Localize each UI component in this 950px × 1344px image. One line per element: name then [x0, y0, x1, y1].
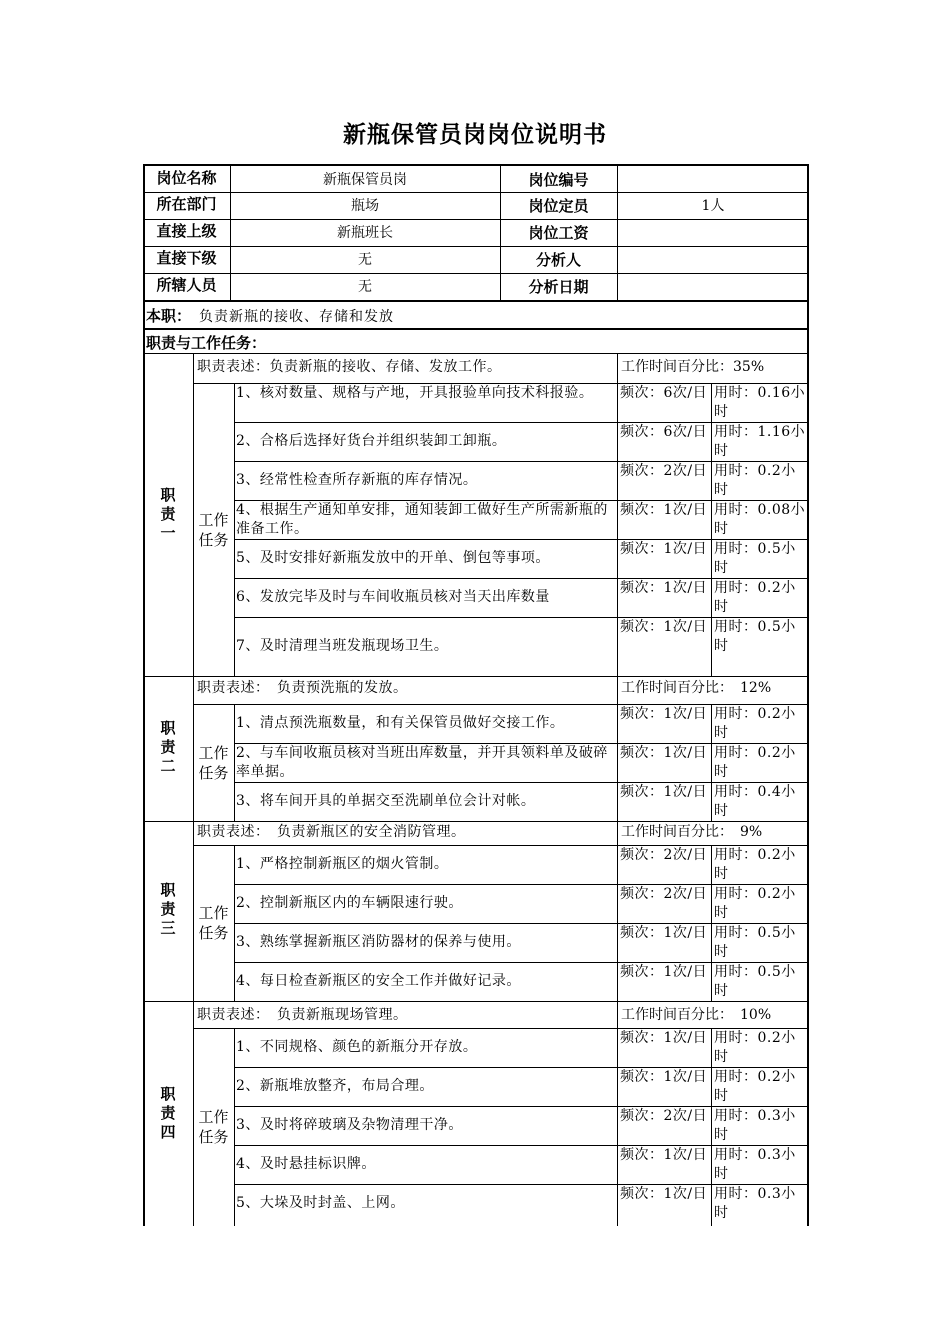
column-divider [617, 1001, 618, 1226]
field-label: 岗位工资 [528, 224, 589, 242]
task-item: 2、控制新瓶区内的车辆限速行驶。 [236, 894, 463, 911]
column-divider [234, 1028, 235, 1226]
task-label [193, 704, 234, 821]
row-divider [193, 1028, 234, 1029]
column-divider [617, 353, 618, 676]
field-value: 1人 [701, 198, 725, 214]
task-frequency: 频次：6次/日 [620, 424, 708, 440]
task-item: 2、与车间收瓶员核对当班出库数量，并开具领料单及破碎率单据。 [236, 745, 608, 780]
field-value [617, 224, 809, 246]
field-label: 岗位定员 [528, 197, 589, 215]
duty-time-percent: 工作时间百分比：35% [621, 359, 765, 375]
task-label-text: 工作任务 [198, 1108, 229, 1146]
task-item: 6、发放完毕及时与车间收瓶员核对当天出库数量 [236, 588, 550, 605]
task-duration: 用时：0.2小时 [714, 706, 796, 741]
task-duration: 用时：0.2小时 [714, 1069, 796, 1104]
task-frequency: 频次：1次/日 [620, 619, 708, 635]
task-frequency: 频次：1次/日 [620, 964, 708, 980]
task-item: 4、及时悬挂标识牌。 [236, 1155, 376, 1172]
task-duration: 用时：0.3小时 [714, 1147, 796, 1182]
column-divider [234, 704, 235, 821]
task-frequency: 频次：1次/日 [620, 580, 708, 596]
duty-description: 职责表述： 负责新瓶现场管理。 [197, 1007, 408, 1023]
duty-description: 职责表述： 负责新瓶区的安全消防管理。 [197, 824, 466, 840]
task-duration: 用时：0.2小时 [714, 745, 796, 780]
field-label: 岗位编号 [528, 171, 589, 189]
duty-summary [146, 307, 806, 327]
task-item: 3、及时将碎玻璃及杂物清理干净。 [236, 1116, 463, 1133]
task-duration: 用时：0.2小时 [714, 580, 796, 615]
duty-label [143, 674, 193, 821]
task-item: 7、及时清理当班发瓶现场卫生。 [236, 637, 449, 654]
field-value [617, 278, 809, 300]
task-item: 3、熟练掌握新瓶区消防器材的保养与使用。 [236, 933, 521, 950]
task-duration: 用时：0.3小时 [714, 1108, 796, 1143]
task-label [193, 1028, 234, 1226]
task-duration: 用时：0.2小时 [714, 847, 796, 882]
column-divider [193, 674, 194, 821]
task-label-text: 工作任务 [198, 743, 229, 782]
column-divider [711, 1028, 712, 1226]
task-duration: 用时：1.16小时 [714, 424, 806, 459]
field-value: 新瓶班长 [337, 225, 393, 241]
field-label: 岗位名称 [156, 169, 217, 187]
row-divider [143, 192, 809, 193]
column-divider [711, 383, 712, 676]
row-divider [143, 353, 809, 354]
duty-time-percent: 工作时间百分比： 10% [621, 1007, 772, 1023]
field-value: 新瓶保管员岗 [323, 172, 407, 188]
task-item: 2、新瓶堆放整齐，布局合理。 [236, 1077, 434, 1094]
task-duration: 用时：0.5小时 [714, 925, 796, 960]
task-item: 4、根据生产通知单安排，通知装卸工做好生产所需新瓶的准备工作。 [236, 502, 608, 537]
column-divider [230, 166, 231, 300]
summary-label: 本职： [146, 307, 192, 325]
task-duration: 用时：0.5小时 [714, 619, 796, 654]
field-value: 瓶场 [351, 198, 379, 214]
task-duration: 用时：0.4小时 [714, 784, 796, 819]
task-label-text: 工作任务 [198, 904, 229, 942]
field-value: 无 [358, 279, 372, 295]
field-label: 直接上级 [156, 222, 217, 240]
field-label: 分析日期 [528, 278, 589, 296]
duty-label-text: 职责三 [160, 881, 176, 937]
task-item: 1、清点预洗瓶数量，和有关保管员做好交接工作。 [236, 714, 565, 731]
task-frequency: 频次：1次/日 [620, 706, 708, 722]
task-duration: 用时：0.5小时 [714, 541, 796, 576]
task-item: 3、将车间开具的单据交至洗刷单位会计对帐。 [236, 792, 536, 809]
row-divider [143, 273, 809, 274]
row-divider [143, 246, 809, 247]
row-divider [143, 821, 809, 822]
field-value: 无 [358, 252, 372, 268]
duty-label [143, 818, 193, 1001]
task-item: 5、及时安排好新瓶发放中的开单、倒包等事项。 [236, 549, 550, 566]
field-label: 分析人 [535, 251, 581, 269]
task-duration: 用时：0.2小时 [714, 463, 796, 498]
task-duration: 用时：0.16小时 [714, 385, 806, 420]
task-item: 3、经常性检查所存新瓶的库存情况。 [236, 471, 478, 488]
field-value [617, 171, 809, 192]
field-label: 所辖人员 [156, 276, 217, 294]
duty-label-text: 职责二 [160, 719, 176, 775]
task-duration: 用时：0.2小时 [714, 1030, 796, 1065]
task-frequency: 频次：1次/日 [620, 1147, 708, 1163]
duty-time-percent: 工作时间百分比： 12% [621, 680, 772, 696]
duty-time-percent: 工作时间百分比： 9% [621, 824, 763, 840]
task-frequency: 频次：2次/日 [620, 886, 708, 902]
duty-description: 职责表述： 负责预洗瓶的发放。 [197, 680, 408, 696]
task-frequency: 频次：1次/日 [620, 1069, 708, 1085]
task-frequency: 频次：1次/日 [620, 925, 708, 941]
task-label [193, 845, 234, 1001]
row-divider [193, 704, 234, 705]
column-divider [711, 704, 712, 821]
column-divider [193, 353, 194, 676]
column-divider [500, 166, 501, 300]
column-divider [617, 674, 618, 821]
section-title: 职责与工作任务： [146, 334, 267, 352]
field-label: 所在部门 [156, 195, 217, 213]
task-frequency: 频次：1次/日 [620, 1186, 708, 1202]
task-item: 1、严格控制新瓶区的烟火管制。 [236, 855, 449, 872]
column-divider [234, 383, 235, 676]
row-divider [193, 845, 234, 846]
task-item: 1、不同规格、颜色的新瓶分开存放。 [236, 1038, 478, 1055]
task-item: 2、合格后选择好货台并组织装卸工卸瓶。 [236, 432, 507, 449]
task-label [193, 383, 234, 676]
summary-text: 负责新瓶的接收、存储和发放 [199, 309, 395, 325]
row-divider [143, 219, 809, 220]
duty-label-text: 职责一 [160, 486, 176, 542]
row-divider [143, 328, 809, 330]
duty-label-text: 职责四 [160, 1085, 176, 1141]
task-frequency: 频次：2次/日 [620, 1108, 708, 1124]
duty-label [143, 353, 193, 676]
row-divider [193, 383, 234, 384]
task-frequency: 频次：1次/日 [620, 784, 708, 800]
row-divider [143, 676, 809, 677]
duty-label [143, 1001, 193, 1226]
task-item: 5、大垛及时封盖、上网。 [236, 1194, 405, 1211]
row-divider [143, 300, 809, 302]
task-frequency: 频次：1次/日 [620, 1030, 708, 1046]
task-duration: 用时：0.3小时 [714, 1186, 796, 1221]
task-frequency: 频次：1次/日 [620, 745, 708, 761]
field-value [617, 251, 809, 273]
column-divider [193, 1001, 194, 1226]
row-divider [143, 1001, 809, 1002]
task-frequency: 频次：2次/日 [620, 463, 708, 479]
field-label: 直接下级 [156, 249, 217, 267]
task-frequency: 频次：6次/日 [620, 385, 708, 401]
duty-description: 职责表述：负责新瓶的接收、存储、发放工作。 [197, 359, 502, 375]
column-divider [617, 166, 618, 300]
task-duration: 用时：0.2小时 [714, 886, 796, 921]
task-frequency: 频次：1次/日 [620, 502, 708, 518]
task-duration: 用时：0.08小时 [714, 502, 806, 537]
task-item: 1、核对数量、规格与产地，开具报验单向技术科报验。 [236, 385, 594, 401]
task-item: 4、每日检查新瓶区的安全工作并做好记录。 [236, 972, 521, 989]
page-title: 新瓶保管员岗岗位说明书 [343, 122, 607, 148]
task-label-text: 工作任务 [198, 510, 229, 549]
task-frequency: 频次：2次/日 [620, 847, 708, 863]
task-frequency: 频次：1次/日 [620, 541, 708, 557]
task-duration: 用时：0.5小时 [714, 964, 796, 999]
